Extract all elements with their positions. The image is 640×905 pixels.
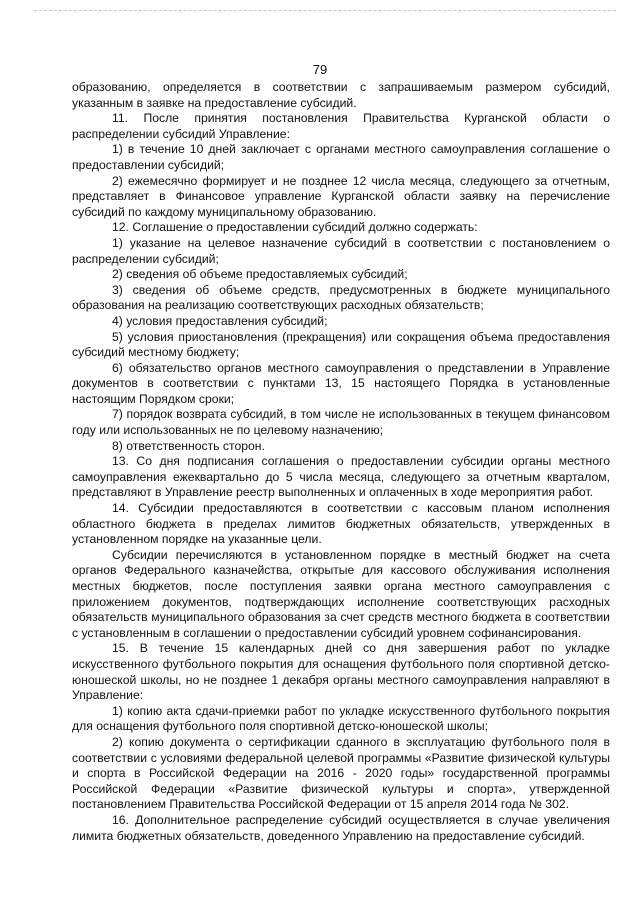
paragraph: 12. Соглашение о предоставлении субсидий должно содержать: [112, 220, 478, 235]
paragraph: 6) обязательство органов местного самоуправления о представлении в Управление документов в соответствии с пунктами 13, 15 настоящего Порядка в установленные настоящим Порядком сроки; [72, 360, 610, 406]
paragraph: 1) в течение 10 дней заключает с органами местного самоуправления соглашение о предоставлении субсидий; [72, 142, 610, 172]
document-body [72, 80, 610, 844]
paragraph: 11. После принятия постановления Правительства Курганской области о распределении субсидий Управление: [72, 111, 610, 141]
paragraph: 15. В течение 15 календарных дней со дня завершения работ по укладке искусственного футбольного покрытия для оснащения футбольного поля спортивной детско-юношеской школы, но не позднее 1 декабря органы местного самоуправления направляют в Управление: [72, 641, 610, 703]
paragraph: образованию, определяется в соответствии с запрашиваемым размером субсидий, указанным в заявке на предоставление субсидий. [72, 80, 610, 110]
page-number: 79 [312, 62, 328, 77]
scan-top-edge [34, 10, 616, 11]
paragraph: 14. Субсидии предоставляются в соответствии с кассовым планом исполнения областного бюджета в пределах лимитов бюджетных обязательств, утвержденных в установленном порядке на указанные цели. [72, 501, 610, 547]
paragraph: 2) ежемесячно формирует и не позднее 12 числа месяца, следующего за отчетным, представляет в Финансовое управление Курганской области заявку на перечисление субсидий по каждому муниципальному образованию. [72, 173, 610, 219]
paragraph: 1) копию акта сдачи-приемки работ по укладке искусственного футбольного покрытия для оснащения футбольного поля спортивной детско-юношеской школы; [72, 703, 610, 734]
paragraph: 16. Дополнительное распределение субсидий осуществляется в случае увеличения лимита бюджетных обязательств, доведенного Управлению на предоставление субсидий. [72, 812, 610, 843]
paragraph: 4) условия предоставления субсидий; [112, 313, 328, 328]
paragraph: 2) сведения об объеме предоставляемых субсидий; [112, 267, 408, 282]
paragraph: 13. Со дня подписания соглашения о предоставлении субсидии органы местного самоуправления ежеквартально до 5 числа месяца, следующего за отчетным кварталом, представляют в Управление реестр выполненных и оплаченных в ходе мероприятия работ. [72, 454, 610, 500]
paragraph: 7) порядок возврата субсидий, в том числе не использованных в текущем финансовом году или использованных не по целевому назначению; [72, 407, 610, 438]
paragraph: Субсидии перечисляются в установленном порядке в местный бюджет на счета органов Федерального казначейства, открытые для кассового обслуживания исполнения местных бюджетов, после поступления заявки органа местного самоуправления с приложением документов, подтверждающих исполнение соответствующих расходных обязательств муниципального образования за счет средств местного бюджета в соответствии с установленным в соглашении о предоставлении субсидий уровнем софинансирования. [72, 547, 610, 640]
paragraph: 3) сведения об объеме средств, предусмотренных в бюджете муниципального образования на реализацию соответствующих расходных обязательств; [72, 282, 610, 313]
paragraph: 2) копию документа о сертификации сданного в эксплуатацию футбольного поля в соответствии с условиями федеральной целевой программы «Развитие физической культуры и спорта в Российской Федерации на 2016 - 2020 годы» государственной программы Российской Федерации «Развитие физической культуры и спорта», утвержденной постановлением Правительства Российской Федерации от 15 апреля 2014 года № 302. [72, 734, 610, 812]
paragraph: 8) ответственность сторон. [112, 438, 265, 453]
paragraph: 1) указание на целевое назначение субсидий в соответствии с постановлением о распределении субсидий; [72, 235, 610, 266]
paragraph: 5) условия приостановления (прекращения) или сокращения объема предоставления субсидий местному бюджету; [72, 329, 610, 360]
